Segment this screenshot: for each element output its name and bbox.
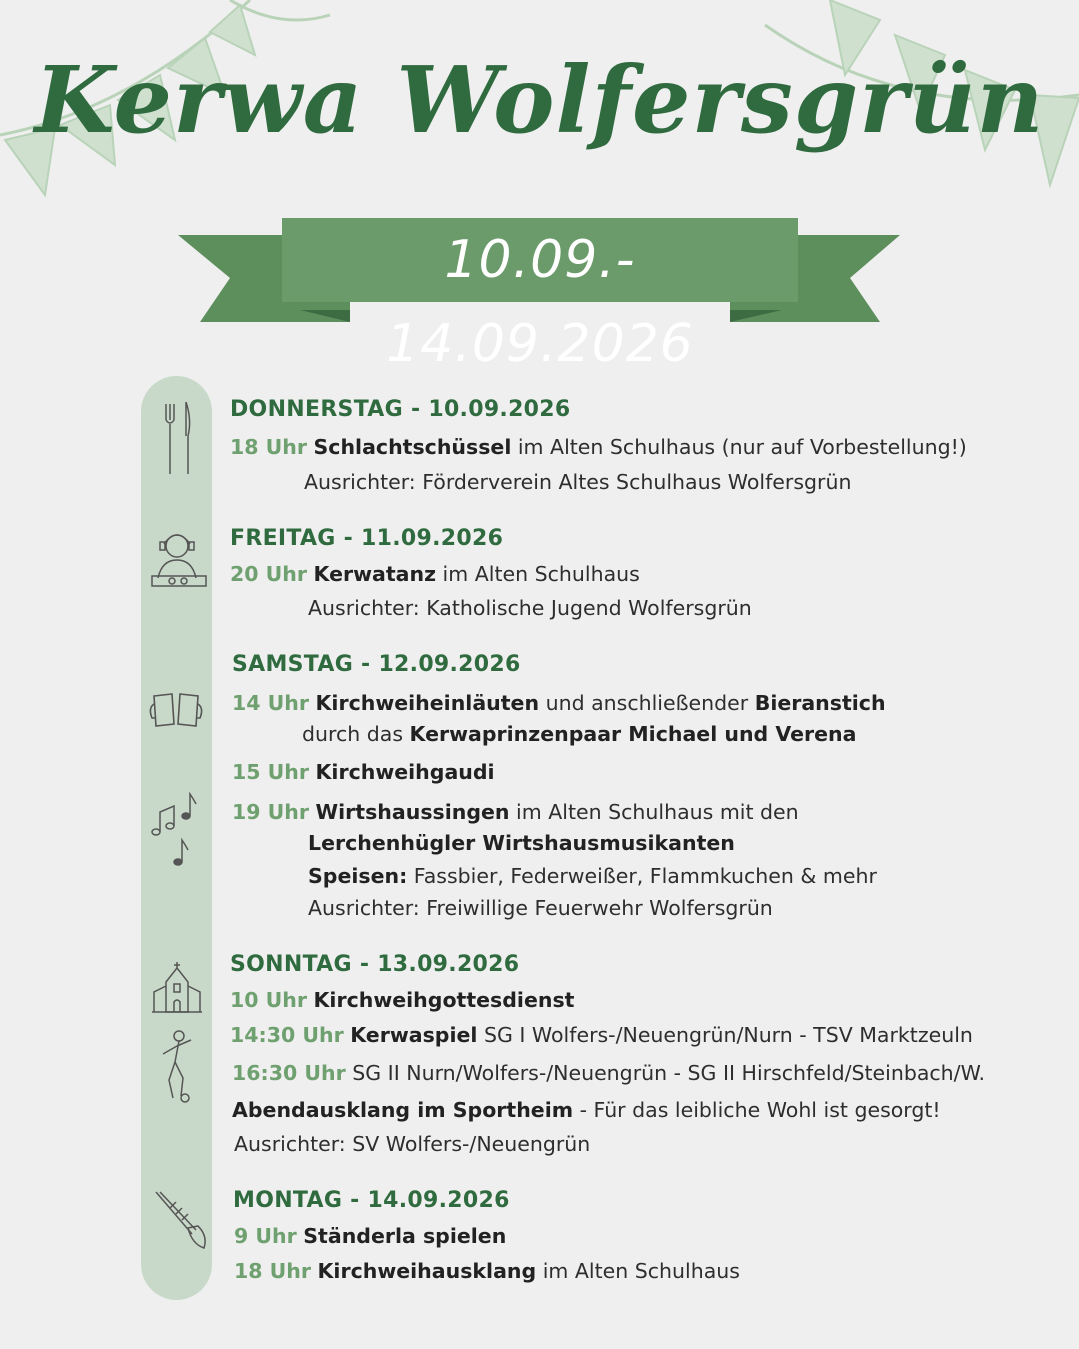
event-detail: im Alten Schulhaus	[436, 562, 640, 586]
event-row	[232, 760, 495, 784]
event-organizer: Ausrichter: Förderverein Altes Schulhaus Wolfersgrün	[304, 470, 852, 494]
food-label: Speisen:	[308, 864, 408, 888]
event-time: 20 Uhr	[230, 562, 308, 586]
event-row	[230, 988, 574, 1012]
event-name: Ständerla spielen	[303, 1224, 507, 1248]
event-time: 14 Uhr	[232, 691, 310, 715]
event-organizer: Ausrichter: SV Wolfers-/Neuengrün	[234, 1132, 591, 1156]
event-highlight: Kerwaprinzenpaar Michael und Verena	[409, 722, 857, 746]
event-name: Kirchweihausklang	[317, 1259, 537, 1283]
event-time: 19 Uhr	[232, 800, 310, 824]
event-organizer: Ausrichter: Katholische Jugend Wolfersgrün	[308, 596, 752, 620]
event-detail: im Alten Schulhaus	[536, 1259, 740, 1283]
event-time: 10 Uhr	[230, 988, 308, 1012]
event-name: Kirchweihgottesdienst	[313, 988, 575, 1012]
trumpet-icon	[152, 1188, 208, 1252]
event-detail: SG II Nurn/Wolfers-/Neuengrün - SG II Hirschfeld/Steinbach/W.	[345, 1061, 986, 1085]
event-detail: SG I Wolfers-/Neuengrün/Nurn - TSV Marktzeuln	[477, 1023, 973, 1047]
event-detail: durch das	[302, 722, 410, 746]
event-time: 14:30 Uhr	[230, 1023, 344, 1047]
day-heading-sunday: SONNTAG - 13.09.2026	[230, 952, 520, 977]
event-time: 18 Uhr	[230, 435, 308, 459]
event-row	[230, 1023, 973, 1047]
day-heading-saturday: SAMSTAG - 12.09.2026	[232, 652, 521, 677]
event-name: Wirtshaussingen	[315, 800, 510, 824]
event-detail: im Alten Schulhaus (nur auf Vorbestellung!)	[511, 435, 967, 459]
event-detail: - Für das leibliche Wohl ist gesorgt!	[573, 1098, 941, 1122]
day-heading-monday: MONTAG - 14.09.2026	[233, 1188, 510, 1213]
event-organizer: Ausrichter: Freiwillige Feuerwehr Wolfersgrün	[308, 896, 773, 920]
event-name: Kerwatanz	[313, 562, 437, 586]
music-notes-icon	[148, 790, 200, 870]
food-list: Fassbier, Federweißer, Flammkuchen & mehr	[407, 864, 877, 888]
event-detail: im Alten Schulhaus mit den	[509, 800, 799, 824]
event-row	[232, 1061, 985, 1085]
event-name: Abendausklang im Sportheim	[232, 1098, 574, 1122]
soccer-player-icon	[155, 1028, 201, 1104]
event-name: Kirchweihgaudi	[315, 760, 495, 784]
event-row	[230, 562, 640, 586]
event-row	[234, 1259, 740, 1283]
day-heading-thursday: DONNERSTAG - 10.09.2026	[230, 397, 571, 422]
event-continuation	[302, 722, 856, 746]
event-name: Schlachtschüssel	[313, 435, 512, 459]
event-food	[308, 864, 877, 888]
date-range: 10.09.- 14.09.2026	[386, 230, 694, 374]
event-name: Kirchweiheinläuten	[315, 691, 540, 715]
event-row	[232, 1098, 941, 1122]
beer-mugs-icon	[148, 690, 206, 730]
dj-icon	[150, 530, 208, 590]
event-row	[232, 800, 799, 824]
event-time: 18 Uhr	[234, 1259, 312, 1283]
event-time: 15 Uhr	[232, 760, 310, 784]
event-performer: Lerchenhügler Wirtshausmusikanten	[308, 831, 735, 855]
event-highlight: Bieranstich	[754, 691, 886, 715]
event-detail: und anschließender	[539, 691, 755, 715]
day-heading-friday: FREITAG - 11.09.2026	[230, 526, 504, 551]
church-icon	[152, 960, 202, 1014]
event-row	[234, 1224, 506, 1248]
event-time: 16:30 Uhr	[232, 1061, 346, 1085]
event-title: Kerwa Wolfersgrün	[34, 46, 1045, 154]
event-name: Kerwaspiel	[350, 1023, 478, 1047]
cutlery-icon	[160, 400, 196, 480]
event-row	[230, 435, 967, 459]
event-time: 9 Uhr	[234, 1224, 297, 1248]
event-row	[232, 691, 886, 715]
